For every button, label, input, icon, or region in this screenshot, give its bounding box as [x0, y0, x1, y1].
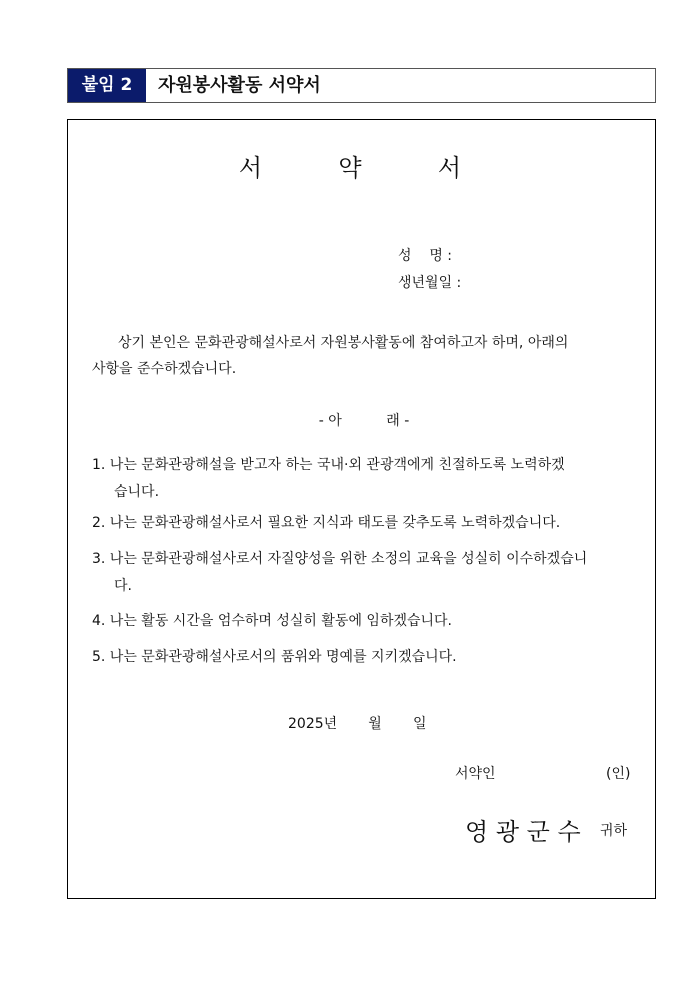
name-label: 성 명 : — [398, 248, 453, 264]
intro-text-cont: 사항을 준수하겠습니다. — [92, 361, 237, 377]
recipient: 영 광 군 수 — [465, 818, 581, 846]
pledge-text: 4. 나는 활동 시간을 엄수하며 성실히 활동에 임하겠습니다. — [92, 613, 453, 629]
pledge-text: 1. 나는 문화관광해설을 받고자 하는 국내·외 관광객에게 친절하도록 노력하겠 — [92, 457, 565, 473]
attachment-badge: 붙임 2 — [68, 69, 146, 102]
seal-mark: (인) — [606, 766, 631, 782]
pledge-text: 다. — [114, 578, 132, 594]
document-title: 서 약 서 — [238, 154, 462, 182]
pledge-item — [92, 452, 637, 506]
pledge-text: 습니다. — [114, 484, 160, 500]
attachment-header — [67, 68, 656, 103]
date: 2025년 월 일 — [288, 716, 427, 732]
honorific: 귀하 — [600, 823, 628, 839]
pledge-item — [92, 546, 637, 600]
below-heading: - 아 래 - — [318, 413, 410, 429]
pledge-form — [67, 119, 656, 899]
pledge-item — [92, 644, 637, 671]
pledge-text: 5. 나는 문화관광해설사로서의 품위와 명예를 지키겠습니다. — [92, 649, 457, 665]
birthdate-label: 생년월일 : — [398, 275, 462, 291]
pledge-text: 2. 나는 문화관광해설사로서 필요한 지식과 태도를 갖추도록 노력하겠습니다. — [92, 515, 561, 531]
intro-text: 상기 본인은 문화관광해설사로서 자원봉사활동에 참여하고자 하며, 아래의 — [118, 335, 569, 351]
attachment-title: 자원봉사활동 서약서 — [158, 75, 321, 96]
signer-label: 서약인 — [455, 766, 496, 782]
pledge-item — [92, 510, 637, 537]
pledge-text: 3. 나는 문화관광해설사로서 자질양성을 위한 소정의 교육을 성실히 이수하겠습니 — [92, 551, 588, 567]
pledge-item — [92, 608, 637, 635]
